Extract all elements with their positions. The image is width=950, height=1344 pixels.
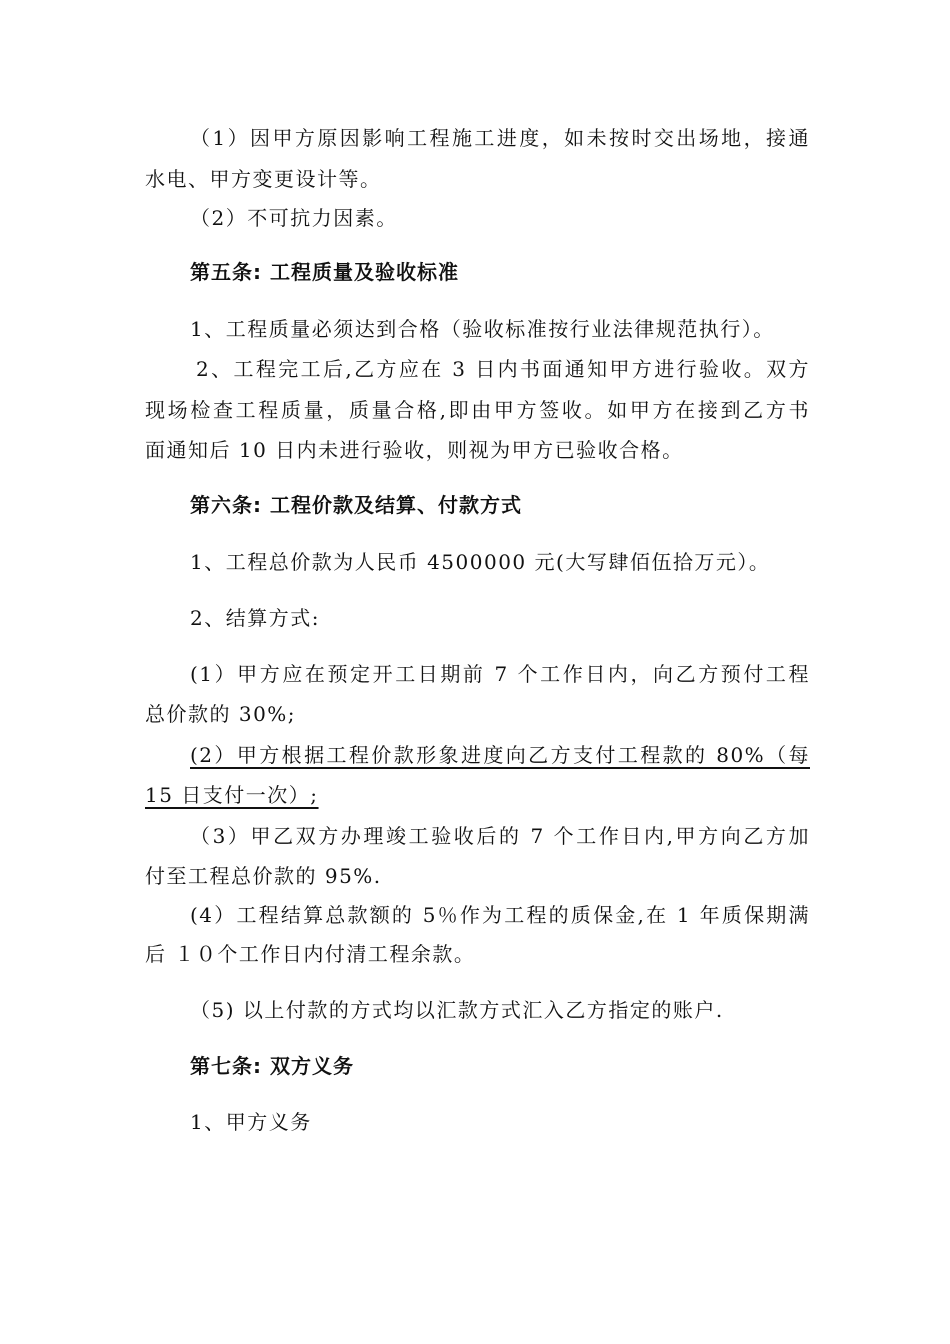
clause-4-item-2: （2）不可抗力因素。 — [190, 206, 398, 230]
clause-6-2-item-3-line-1: （3）甲乙双方办理竣工验收后的 7 个工作日内,甲方向乙方加 — [190, 824, 810, 848]
clause-6-2-item-2-line-1-wrap — [190, 741, 810, 769]
section-heading-7: 第七条: 双方义务 — [190, 1054, 354, 1078]
clause-6-2-item-5: （5) 以上付款的方式均以汇款方式汇入乙方指定的账户. — [190, 998, 724, 1022]
clause-6-2-item-4-line-2: 后 １０个工作日内付清工程余款。 — [145, 942, 476, 966]
clause-5-item-2-line-1: 2、工程完工后,乙方应在 3 日内书面通知甲方进行验收。双方 — [196, 357, 810, 381]
section-heading-6: 第六条: 工程价款及结算、付款方式 — [190, 493, 522, 517]
clause-6-2-item-2-line-2-wrap — [145, 781, 810, 809]
clause-6-2-item-4-line-1: (4）工程结算总款额的 5％作为工程的质保金,在 1 年质保期满 — [190, 903, 810, 927]
clause-6-2-item-1-line-2: 总价款的 30%; — [145, 702, 297, 726]
clause-6-2-item-1-line-1: (1）甲方应在预定开工日期前 7 个工作日内，向乙方预付工程 — [190, 662, 810, 686]
clause-6-2-item-2-line-1: (2）甲方根据工程价款形象进度向乙方支付工程款的 80%（每 — [190, 743, 810, 767]
clause-6-2-item-3-line-2: 付至工程总价款的 95%. — [145, 864, 382, 888]
clause-5-item-2-line-2: 现场检查工程质量，质量合格,即由甲方签收。如甲方在接到乙方书 — [145, 398, 810, 422]
clause-6-item-1: 1、工程总价款为人民币 4500000 元(大写肆佰伍拾万元）。 — [190, 550, 771, 574]
clause-4-item-1-line-2: 水电、甲方变更设计等。 — [145, 167, 382, 191]
section-heading-5: 第五条: 工程质量及验收标准 — [190, 260, 459, 284]
clause-5-item-1: 1、工程质量必须达到合格（验收标准按行业法律规范执行）。 — [190, 317, 775, 341]
clause-4-item-1-line-1: （1）因甲方原因影响工程施工进度，如未按时交出场地，接通 — [190, 126, 810, 150]
clause-6-2-item-2-line-2: 15 日支付一次）; — [145, 783, 319, 807]
clause-7-item-1: 1、甲方义务 — [190, 1110, 312, 1134]
clause-5-item-2-line-3: 面通知后 10 日内未进行验收，则视为甲方已验收合格。 — [145, 438, 684, 462]
clause-6-item-2: 2、结算方式: — [190, 606, 320, 630]
